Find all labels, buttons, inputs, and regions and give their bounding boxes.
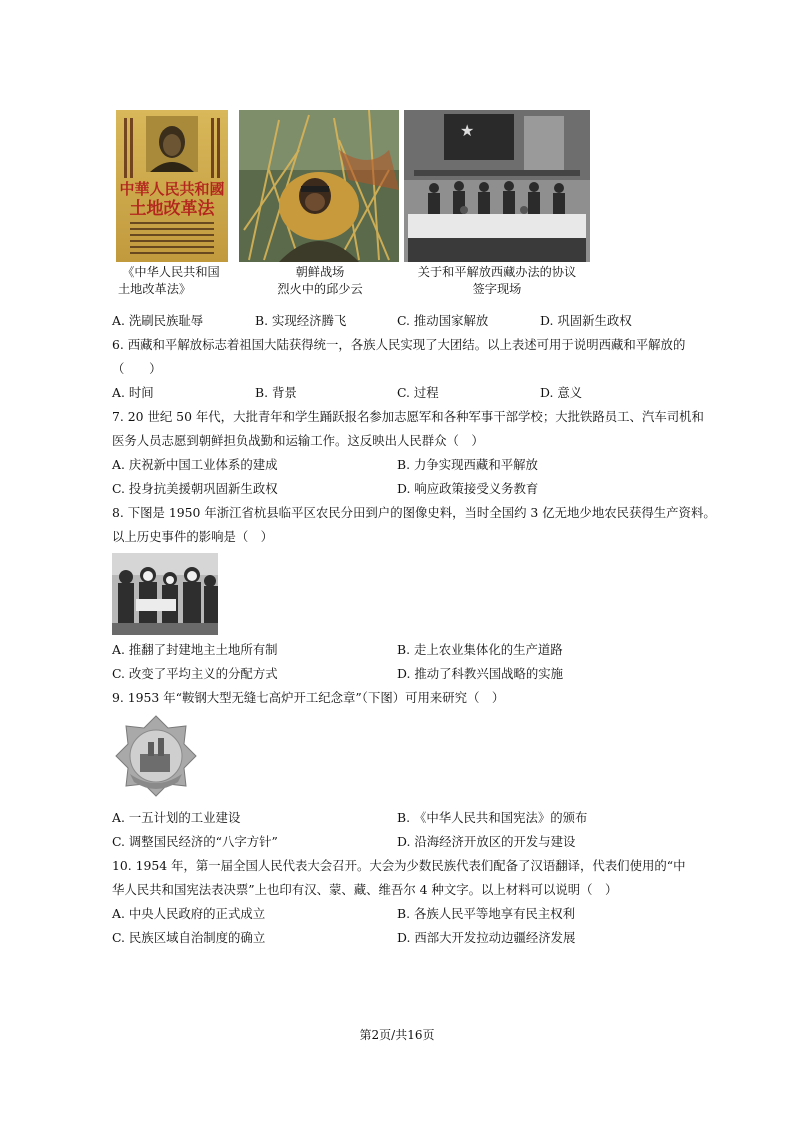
korean-battlefield-painting-image: [239, 110, 399, 262]
q5-option-b: B. 实现经济腾飞: [255, 313, 347, 328]
q6-option-a: A. 时间: [112, 385, 154, 400]
q5-option-c: C. 推动国家解放: [397, 313, 489, 328]
q10-stem-line1: 10. 1954 年，第一届全国人民代表大会召开。大会为少数民族代表们配备了汉语翻译，代表们使用的“中: [112, 858, 686, 873]
q5-option-a: A. 洗刷民族耻辱: [112, 313, 204, 328]
q6-option-d: D. 意义: [540, 385, 583, 400]
figure2-caption-line1: 朝鲜战场: [295, 265, 345, 279]
q9-option-d: D. 沿海经济开放区的开发与建设: [397, 834, 576, 849]
q6-option-c: C. 过程: [397, 385, 439, 400]
q10-option-a: A. 中央人民政府的正式成立: [112, 906, 266, 921]
q7-option-a: A. 庆祝新中国工业体系的建成: [112, 457, 278, 472]
q9-stem: 9. 1953 年“鞍钢大型无缝七高炉开工纪念章”（下图）可用来研究（ ）: [112, 690, 505, 705]
anshan-steel-commemorative-medal-image: [112, 712, 200, 800]
poster-title-line1: 中華人民共和國: [119, 180, 225, 198]
figure2-caption: [250, 264, 390, 298]
land-reform-law-poster-image: [116, 110, 228, 262]
q7-stem-line2: 医务人员志愿到朝鲜担负战勤和运输工作。这反映出人民群众（ ）: [112, 433, 484, 448]
figure2-caption-line2: 烈火中的邱少云: [277, 282, 363, 296]
poster-title-line2: 土地改革法: [129, 199, 215, 219]
q7-option-d: D. 响应政策接受义务教育: [397, 481, 539, 496]
q9-option-a: A. 一五计划的工业建设: [112, 810, 241, 825]
q10-option-c: C. 民族区域自治制度的确立: [112, 930, 266, 945]
q10-option-d: D. 西部大开发拉动边疆经济发展: [397, 930, 576, 945]
q7-option-b: B. 力争实现西藏和平解放: [397, 457, 538, 472]
figure3-caption-line1: 关于和平解放西藏办法的协议: [417, 265, 577, 279]
figure1-caption-line2: 土地改革法》: [118, 282, 192, 296]
q8-stem-line2: 以上历史事件的影响是（ ）: [112, 529, 274, 544]
svg-text:★: ★: [460, 121, 475, 140]
q9-option-c: C. 调整国民经济的“八字方针”: [112, 834, 278, 849]
figure3-caption: [404, 264, 590, 298]
figure1-caption: [104, 264, 238, 298]
figure1-caption-line1: 《中华人民共和国: [122, 265, 220, 279]
q8-option-a: A. 推翻了封建地主土地所有制: [112, 642, 278, 657]
q6-answer-paren: （ ）: [112, 361, 162, 376]
q6-option-b: B. 背景: [255, 385, 297, 400]
q7-option-c: C. 投身抗美援朝巩固新生政权: [112, 481, 278, 496]
q8-option-d: D. 推动了科教兴国战略的实施: [397, 666, 564, 681]
q9-option-b: B. 《中华人民共和国宪法》的颁布: [397, 810, 588, 825]
tibet-agreement-signing-photo: [404, 110, 590, 262]
q5-option-d: D. 巩固新生政权: [540, 313, 632, 328]
figure3-caption-line2: 签字现场: [472, 282, 522, 296]
q10-stem-line2: 华人民共和国宪法表决票”上也印有汉、蒙、藏、维吾尔 4 种文字。以上材料可以说明（ ）: [112, 882, 618, 897]
q10-option-b: B. 各族人民平等地享有民主权利: [397, 906, 576, 921]
q7-stem-line1: 7. 20 世纪 50 年代，大批青年和学生踊跃报名参加志愿军和各种军事干部学校；大批铁路员工、汽车司机和: [112, 409, 704, 424]
page-number-footer: 第2页/共16页: [359, 1028, 435, 1042]
q6-stem: 6. 西藏和平解放标志着祖国大陆获得统一，各族人民实现了大团结。以上表述可用于说明西藏和平解放的: [112, 337, 686, 352]
q8-option-c: C. 改变了平均主义的分配方式: [112, 666, 278, 681]
q8-stem-line1: 8. 下图是 1950 年浙江省杭县临平区农民分田到户的图像史料，当时全国约 3 亿无地少地农民获得生产资料。: [112, 505, 716, 520]
farmers-land-distribution-photo: [112, 553, 218, 635]
q8-option-b: B. 走上农业集体化的生产道路: [397, 642, 563, 657]
